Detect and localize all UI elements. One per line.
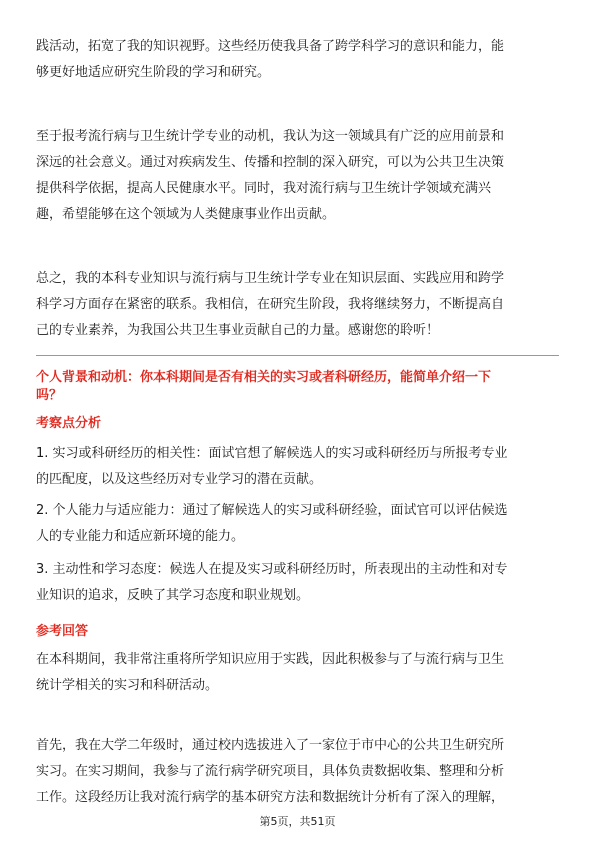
analysis-item-1: 1. 实习或科研经历的相关性：面试官想了解候选人的实习或科研经历与所报考专业 的匹配度，以及这些经历对专业学习的潜在贡献。 <box>36 446 508 487</box>
answer-paragraph-2: 首先，我在大学二年级时，通过校内选拔进入了一家位于市中心的公共卫生研究所 实习。在实习期间，我参与了流行病学研究项目，具体负责数据收集、整理和分析 工作。这段经历让我对流行病学的基本研究方法和数据统计分析有了深入的理解， <box>36 738 505 805</box>
section-divider <box>36 355 559 356</box>
body-paragraph-2: 至于报考流行病与卫生统计学专业的动机，我认为这一领域具有广泛的应用前景和 深远的社会意义。通过对疾病发生、传播和控制的深入研究，可以为公共卫生决策 提供科学依据，提高人民健康水平。同时，我对流行病与卫生统计学领域充满兴 趣，希望能够在这个领域为人类健康事业作出贡献。 <box>36 129 505 222</box>
analysis-item-2: 2. 个人能力与适应能力：通过了解候选人的实习或科研经验，面试官可以评估候选 人的专业能力和适应新环境的能力。 <box>36 503 508 544</box>
body-paragraph-3: 总之，我的本科专业知识与流行病与卫生统计学专业在知识层面、实践应用和跨学 科学习方面存在紧密的联系。我相信，在研究生阶段，我将继续努力，不断提高自 己的专业素养，为我国公共卫生事业贡献自己的力量。感谢您的聆听！ <box>36 271 505 338</box>
interview-question: 个人背景和动机：你本科期间是否有相关的实习或者科研经历，能简单介绍一下 吗？ <box>36 370 492 403</box>
body-paragraph-1: 践活动，拓宽了我的知识视野。这些经历使我具备了跨学科学习的意识和能力，能 够更好地适应研究生阶段的学习和研究。 <box>36 39 505 80</box>
analysis-title: 考察点分析 <box>36 416 102 431</box>
page-number: 第5页，共51页 <box>259 815 336 828</box>
answer-paragraph-1: 在本科期间，我非常注重将所学知识应用于实践，因此积极参与了与流行病与卫生 统计学相关的实习和科研活动。 <box>36 652 505 693</box>
answer-title: 参考回答 <box>36 624 89 639</box>
analysis-item-3: 3. 主动性和学习态度：候选人在提及实习或科研经历时，所表现出的主动性和对专 业知识的追求，反映了其学习态度和职业规划。 <box>36 562 508 603</box>
